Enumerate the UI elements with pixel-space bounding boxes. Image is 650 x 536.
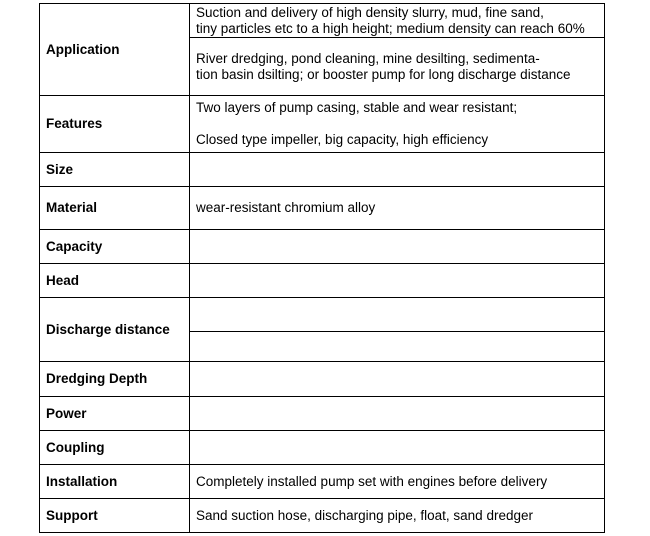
features-value bbox=[190, 96, 605, 153]
discharge-distance-value-1 bbox=[190, 298, 605, 332]
application-line-1: Suction and delivery of high density slurry, mud, fine sand, bbox=[196, 4, 544, 20]
table-row bbox=[40, 187, 605, 230]
features-line-2: Closed type impeller, big capacity, high efficiency bbox=[196, 132, 489, 147]
support-value: Sand suction hose, discharging pipe, float, sand dredger bbox=[190, 499, 605, 533]
table-row bbox=[40, 465, 605, 499]
application-line-4: tion basin dsilting; or booster pump for long discharge distance bbox=[196, 66, 571, 82]
spec-table bbox=[39, 3, 605, 533]
table-row bbox=[40, 397, 605, 431]
row-label-size: Size bbox=[40, 153, 190, 187]
capacity-value bbox=[190, 230, 605, 264]
dredging-depth-value bbox=[190, 362, 605, 397]
application-value-2 bbox=[190, 38, 605, 96]
row-label-power: Power bbox=[40, 397, 190, 431]
table-row bbox=[40, 153, 605, 187]
power-value bbox=[190, 397, 605, 431]
application-value-1 bbox=[190, 4, 605, 38]
application-line-2: tiny particles etc to a high height; medium density can reach 60% bbox=[196, 20, 585, 36]
table-row bbox=[40, 96, 605, 153]
row-label-discharge-distance: Discharge distance bbox=[40, 298, 190, 362]
table-row bbox=[40, 264, 605, 298]
row-label-features: Features bbox=[40, 96, 190, 153]
head-value bbox=[190, 264, 605, 298]
table-row bbox=[40, 362, 605, 397]
row-label-dredging-depth: Dredging Depth bbox=[40, 362, 190, 397]
row-label-head: Head bbox=[40, 264, 190, 298]
material-value: wear-resistant chromium alloy bbox=[190, 187, 605, 230]
table-row bbox=[40, 230, 605, 264]
application-line-3: River dredging, pond cleaning, mine desilting, sedimenta- bbox=[196, 50, 540, 66]
row-label-coupling: Coupling bbox=[40, 431, 190, 465]
row-label-installation: Installation bbox=[40, 465, 190, 499]
table-row bbox=[40, 431, 605, 465]
row-label-application: Application bbox=[40, 4, 190, 96]
features-line-1: Two layers of pump casing, stable and wear resistant; bbox=[196, 100, 518, 115]
size-value bbox=[190, 153, 605, 187]
row-label-capacity: Capacity bbox=[40, 230, 190, 264]
table-row bbox=[40, 298, 605, 332]
table-row bbox=[40, 4, 605, 38]
table-row bbox=[40, 499, 605, 533]
discharge-distance-value-2 bbox=[190, 332, 605, 362]
row-label-support: Support bbox=[40, 499, 190, 533]
coupling-value bbox=[190, 431, 605, 465]
row-label-material: Material bbox=[40, 187, 190, 230]
installation-value: Completely installed pump set with engines before delivery bbox=[190, 465, 605, 499]
